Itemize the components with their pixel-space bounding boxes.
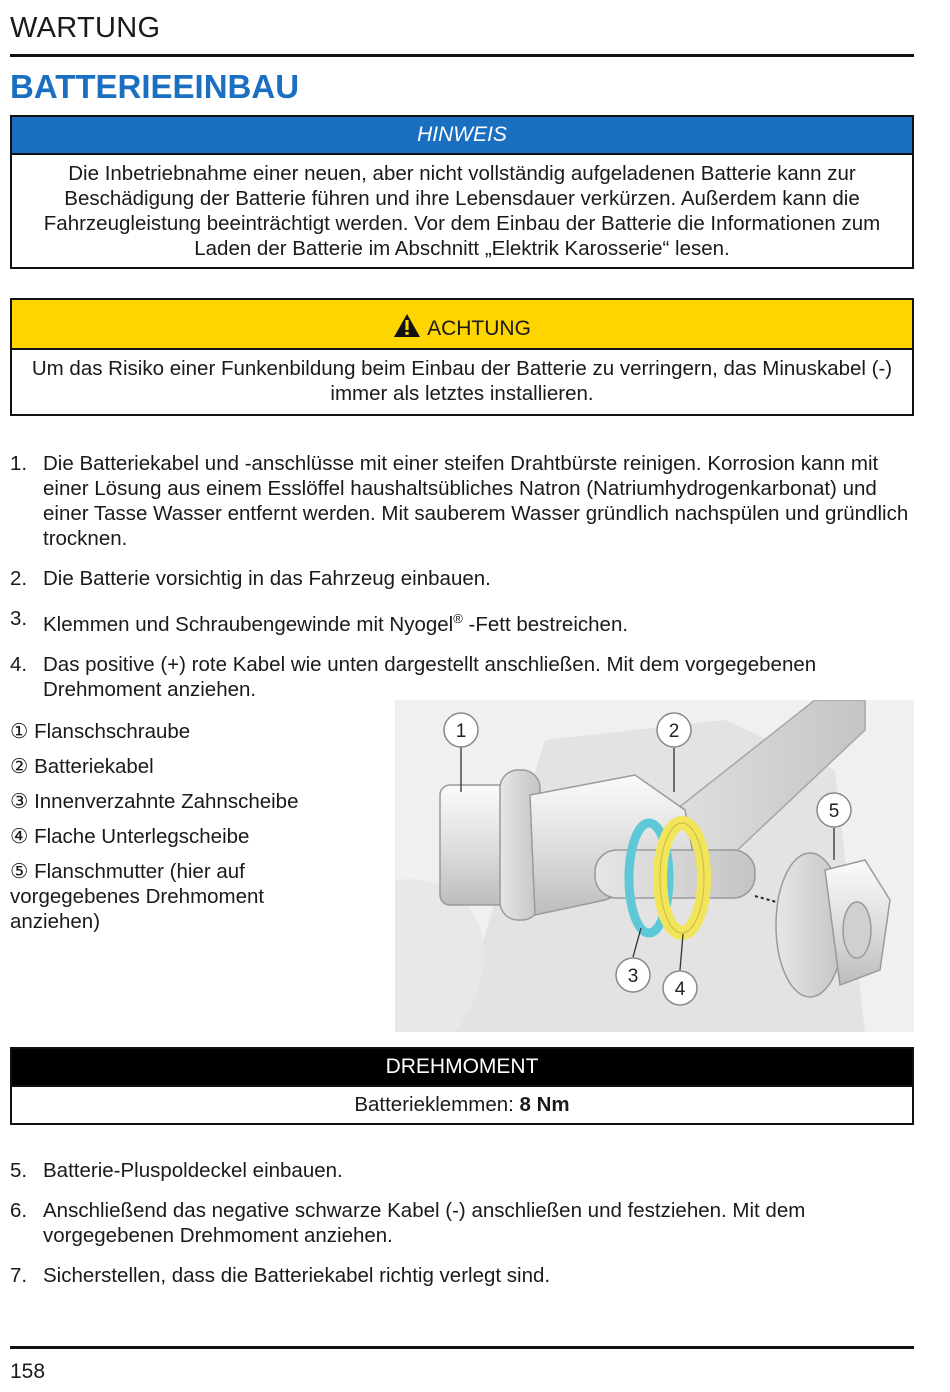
step-number: 3. (10, 607, 28, 630)
svg-text:4: 4 (674, 979, 686, 1000)
figure-legend (10, 719, 350, 944)
torque-value: 8 Nm (519, 1093, 570, 1116)
step-number: 2. (10, 567, 28, 590)
caution-box (10, 298, 914, 416)
section-header: WARTUNG (10, 12, 161, 44)
header-divider (10, 54, 914, 57)
battery-terminal-illustration (395, 700, 914, 1032)
legend-item: ④ Flache Unterlegscheibe (10, 825, 250, 848)
step-item (10, 1158, 914, 1183)
step-text: Sicherstellen, dass die Batteriekabel richtig verlegt sind. (43, 1264, 551, 1287)
step-text: Batterie-Pluspoldeckel einbauen. (43, 1159, 343, 1182)
legend-item: ① Flanschschraube (10, 720, 191, 743)
step-text: Das positive (+) rote Kabel wie unten dargestellt anschließen. Mit dem vorgegebenen Drehmoment anziehen. (43, 652, 817, 701)
caution-header (12, 300, 912, 350)
svg-text:3: 3 (627, 966, 639, 987)
step-number: 4. (10, 652, 28, 676)
step-text: Die Batterie vorsichtig in das Fahrzeug einbauen. (43, 567, 491, 590)
callout-4 (663, 971, 697, 1005)
step-item (10, 1198, 914, 1248)
torque-box (10, 1047, 914, 1125)
step-text (43, 613, 628, 636)
notice-label: HINWEIS (12, 117, 912, 155)
caution-text: Um das Risiko einer Funkenbildung beim Einbau der Batterie zu verringern, das Minuskabel (-) immer als letztes installieren. (31, 357, 893, 405)
callout-2 (657, 713, 691, 747)
installation-steps-part2 (10, 1158, 914, 1303)
legend-item: ③ Innenverzahnte Zahnscheibe (10, 790, 299, 813)
notice-box (10, 115, 914, 269)
step-number: 6. (10, 1199, 28, 1222)
callout-5 (817, 793, 851, 827)
step-number: 7. (10, 1264, 28, 1287)
svg-text:1: 1 (455, 721, 467, 742)
svg-text:5: 5 (828, 801, 840, 822)
installation-steps-part1 (10, 451, 914, 717)
step-item (10, 652, 914, 702)
legend-item: ⑤ Flanschmutter (hier auf vorgegebenes Drehmoment anziehen) (10, 860, 265, 933)
step-text: Die Batteriekabel und -anschlüsse mit einer steifen Drahtbürste reinigen. Korrosion kann mit einer Lösung aus einem Esslöffel haushaltsübliches Natron (Natriumhydrogenkarbonat) und einer Tasse Wasser entfernt werden. Mit sauberem Wasser gründlich nachspülen und gründlich trocknen. (43, 452, 909, 550)
step-item (10, 451, 914, 551)
step-text-start: Klemmen und Schraubengewinde mit Nyogel (43, 612, 454, 636)
torque-spec (12, 1085, 912, 1123)
page-number: 158 (10, 1360, 46, 1383)
step-number: 1. (10, 452, 28, 475)
footer-divider (10, 1346, 914, 1349)
step-item (10, 1263, 914, 1288)
callout-3 (616, 958, 650, 992)
svg-text:2: 2 (668, 721, 680, 742)
callout-1 (444, 713, 478, 747)
step-number: 5. (10, 1159, 28, 1182)
registered-mark: ® (453, 611, 463, 626)
torque-item: Batterieklemmen: (354, 1093, 520, 1116)
warning-triangle-icon (393, 313, 421, 338)
step-text: Anschließend das negative schwarze Kabel (-) anschließen und festziehen. Mit dem vorgegebenen Drehmoment anziehen. (43, 1199, 806, 1247)
step-item (10, 606, 914, 637)
page-title: BATTERIEEINBAU (10, 68, 300, 105)
torque-label: DREHMOMENT (12, 1049, 912, 1085)
legend-item: ② Batteriekabel (10, 755, 154, 778)
caution-label: ACHTUNG (427, 317, 531, 340)
step-item (10, 566, 914, 591)
notice-text: Die Inbetriebnahme einer neuen, aber nicht vollständig aufgeladenen Batterie kann zur Beschädigung der Batterie führen und ihre Lebensdauer verkürzen. Außerdem kann die Fahrzeugleistung beeinträchtigt werden. Vor dem Einbau der Batterie die Informationen zum Laden der Batterie im Abschnitt „Elektrik Karosserie“ lesen. (43, 162, 881, 260)
step-text-end: -Fett bestreichen. (462, 612, 629, 636)
